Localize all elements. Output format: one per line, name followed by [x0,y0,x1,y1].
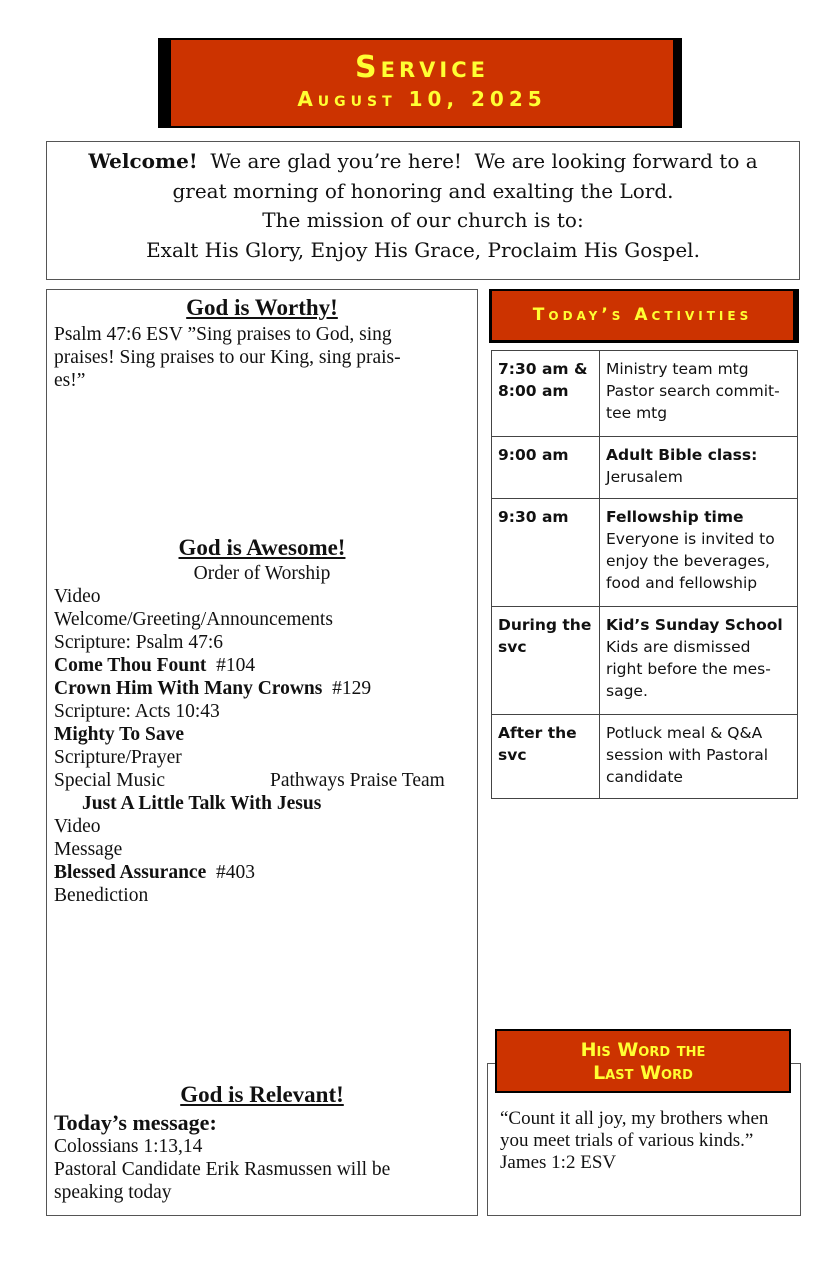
awesome-title: God is Awesome! [178,535,346,560]
activities-title: Today’s Activities [492,291,793,340]
his-word-text [500,1108,790,1174]
welcome-line-1 [47,147,799,177]
worthy-line: praises! Sing praises to our King, sing prais- [54,347,401,368]
activity-time: 9:00 am [492,437,600,499]
welcome-line-1-text: We are glad you’re here! We are looking forward to a [197,149,758,173]
special-music-song: Just A Little Talk With Jesus [82,793,322,814]
welcome-line-3: The mission of our church is to: [262,208,584,232]
worship-item: Scripture/Prayer [54,747,182,768]
activity-detail [600,499,798,607]
service-banner [158,38,682,128]
activity-title: Kid’s Sunday School [606,616,783,634]
scripture-reference: James 1:2 ESV [500,1152,617,1173]
service-date: August 10, 2025 [297,87,547,111]
message-line: speaking today [54,1182,172,1203]
worship-item: Mighty To Save [54,724,185,745]
worship-item [54,678,371,700]
worship-item: Video [54,816,101,837]
table-row [492,437,798,499]
message-line: Pastoral Candidate Erik Rasmussen will be [54,1159,391,1180]
worship-item: Special Music [54,770,166,791]
his-word-title-line-1: His Word the [580,1039,706,1061]
relevant-title: God is Relevant! [180,1082,344,1107]
activity-desc: Kids are dismissed right before the mes-sage. [606,638,771,700]
worship-column [46,289,478,1216]
activity-time: 7:30 am & 8:00 am [492,351,600,437]
activity-desc: Potluck meal & Q&A session with Pastoral candidate [606,724,769,786]
service-banner-panel [170,39,674,127]
table-row [492,351,798,437]
worship-item: Video [54,586,101,607]
activity-time: 9:30 am [492,499,600,607]
hymn-title: Crown Him With Many Crowns [54,678,323,699]
table-row [492,499,798,607]
worship-item: Scripture: Psalm 47:6 [54,632,223,653]
worship-item [54,655,255,677]
activity-detail [600,351,798,437]
activity-time: After the svc [492,715,600,799]
activity-desc: Ministry team mtg Pastor search commit-tee mtg [606,360,780,422]
hymn-number: #129 [322,678,372,699]
hymn-number: #403 [206,862,255,883]
worthy-line: es!” [54,370,86,391]
special-music-performer: Pathways Praise Team [270,770,445,791]
welcome-box [46,141,800,280]
worship-item: Message [54,839,123,860]
worship-item: Scripture: Acts 10:43 [54,701,220,722]
worship-item: Benediction [54,885,149,906]
activities-table [491,350,798,799]
worship-item [54,862,255,884]
activity-time: During the svc [492,607,600,715]
activity-detail [600,715,798,799]
welcome-line-2: great morning of honoring and exalting the Lord. [172,178,674,203]
hymn-title: Come Thou Fount [54,655,207,676]
table-row [492,607,798,715]
worthy-title: God is Worthy! [186,295,338,320]
his-word-header [495,1029,791,1093]
activity-detail [600,437,798,499]
activity-title: Adult Bible class: [606,446,758,464]
his-word-title-line-2: Last Word [593,1062,693,1084]
message-heading: Today’s message: [54,1110,217,1135]
worthy-line: Psalm 47:6 ESV ”Sing praises to God, sing [54,324,392,345]
welcome-line-4: Exalt His Glory, Enjoy His Grace, Proclaim His Gospel. [146,237,700,262]
activities-header [489,289,799,343]
service-title: Service [355,50,489,85]
welcome-lead: Welcome! [88,149,198,173]
message-line: Colossians 1:13,14 [54,1136,203,1157]
activity-title: Fellowship time [606,508,744,526]
hymn-title: Blessed Assurance [54,862,207,883]
worship-item: Welcome/Greeting/Announcements [54,609,333,630]
activity-desc: Jerusalem [606,468,683,486]
scripture-quote: “Count it all joy, my brothers when you meet trials of various kinds.” [500,1108,769,1151]
order-of-worship-label: Order of Worship [193,563,331,584]
hymn-number: #104 [206,655,256,676]
activity-desc: Everyone is invited to enjoy the beverages, food and fellowship [606,530,775,592]
table-row [492,715,798,799]
activity-detail [600,607,798,715]
